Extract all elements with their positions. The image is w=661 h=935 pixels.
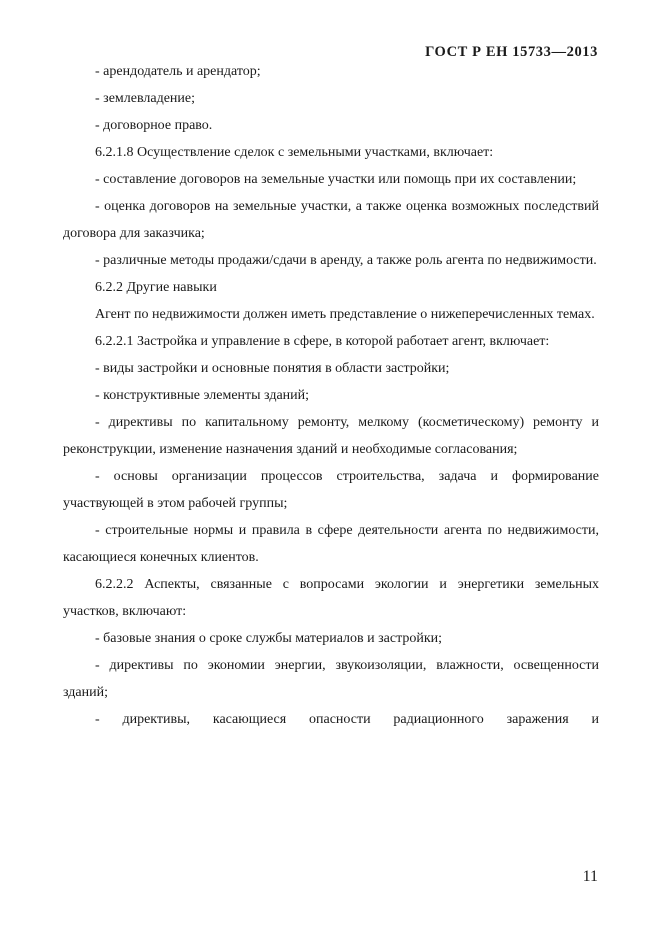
list-item: - виды застройки и основные понятия в области застройки; <box>95 361 450 376</box>
list-item: - оценка договоров на земельные участки, а также оценка возможных последствий договора для заказчика; <box>63 199 599 241</box>
section-heading-6-2-2-1: 6.2.2.1 Застройка и управление в сфере, в которой работает агент, включает: <box>95 334 550 349</box>
list-item: - основы организации процессов строительства, задача и формирование участвующей в этом рабочей группы; <box>63 469 599 511</box>
list-item: - строительные нормы и правила в сфере деятельности агента по недвижимости, касающиеся конечных клиентов. <box>63 523 599 565</box>
list-item: - арендодатель и арендатор; <box>95 64 261 79</box>
list-item: - директивы по капитальному ремонту, мелкому (косметическому) ремонту и реконструкции, изменение назначения зданий и необходимые согласования; <box>63 415 599 457</box>
list-item: - базовые знания о сроке службы материалов и застройки; <box>95 631 443 646</box>
list-item: - директивы по экономии энергии, звукоизоляции, влажности, освещенности зданий; <box>63 658 599 700</box>
section-heading-6-2-2-2: 6.2.2.2 Аспекты, связанные с вопросами экологии и энергетики земельных участков, включают: <box>63 577 599 619</box>
list-item: - составление договоров на земельные участки или помощь при их составлении; <box>95 172 577 187</box>
section-heading-6-2-1-8: 6.2.1.8 Осуществление сделок с земельными участками, включает: <box>95 145 494 160</box>
list-item: - землевладение; <box>95 91 196 106</box>
paragraph: Агент по недвижимости должен иметь представление о нижеперечисленных темах. <box>95 307 595 322</box>
document-code-header: ГОСТ Р ЕН 15733—2013 <box>425 44 598 60</box>
document-body <box>63 58 599 733</box>
list-item: - различные методы продажи/сдачи в аренду, а также роль агента по недвижимости. <box>95 253 597 268</box>
list-item: - договорное право. <box>95 118 213 133</box>
section-heading-6-2-2: 6.2.2 Другие навыки <box>95 280 217 295</box>
list-item: - директивы, касающиеся опасности радиационного заражения и <box>95 712 599 727</box>
page-number: 11 <box>582 868 598 885</box>
list-item: - конструктивные элементы зданий; <box>95 388 310 403</box>
